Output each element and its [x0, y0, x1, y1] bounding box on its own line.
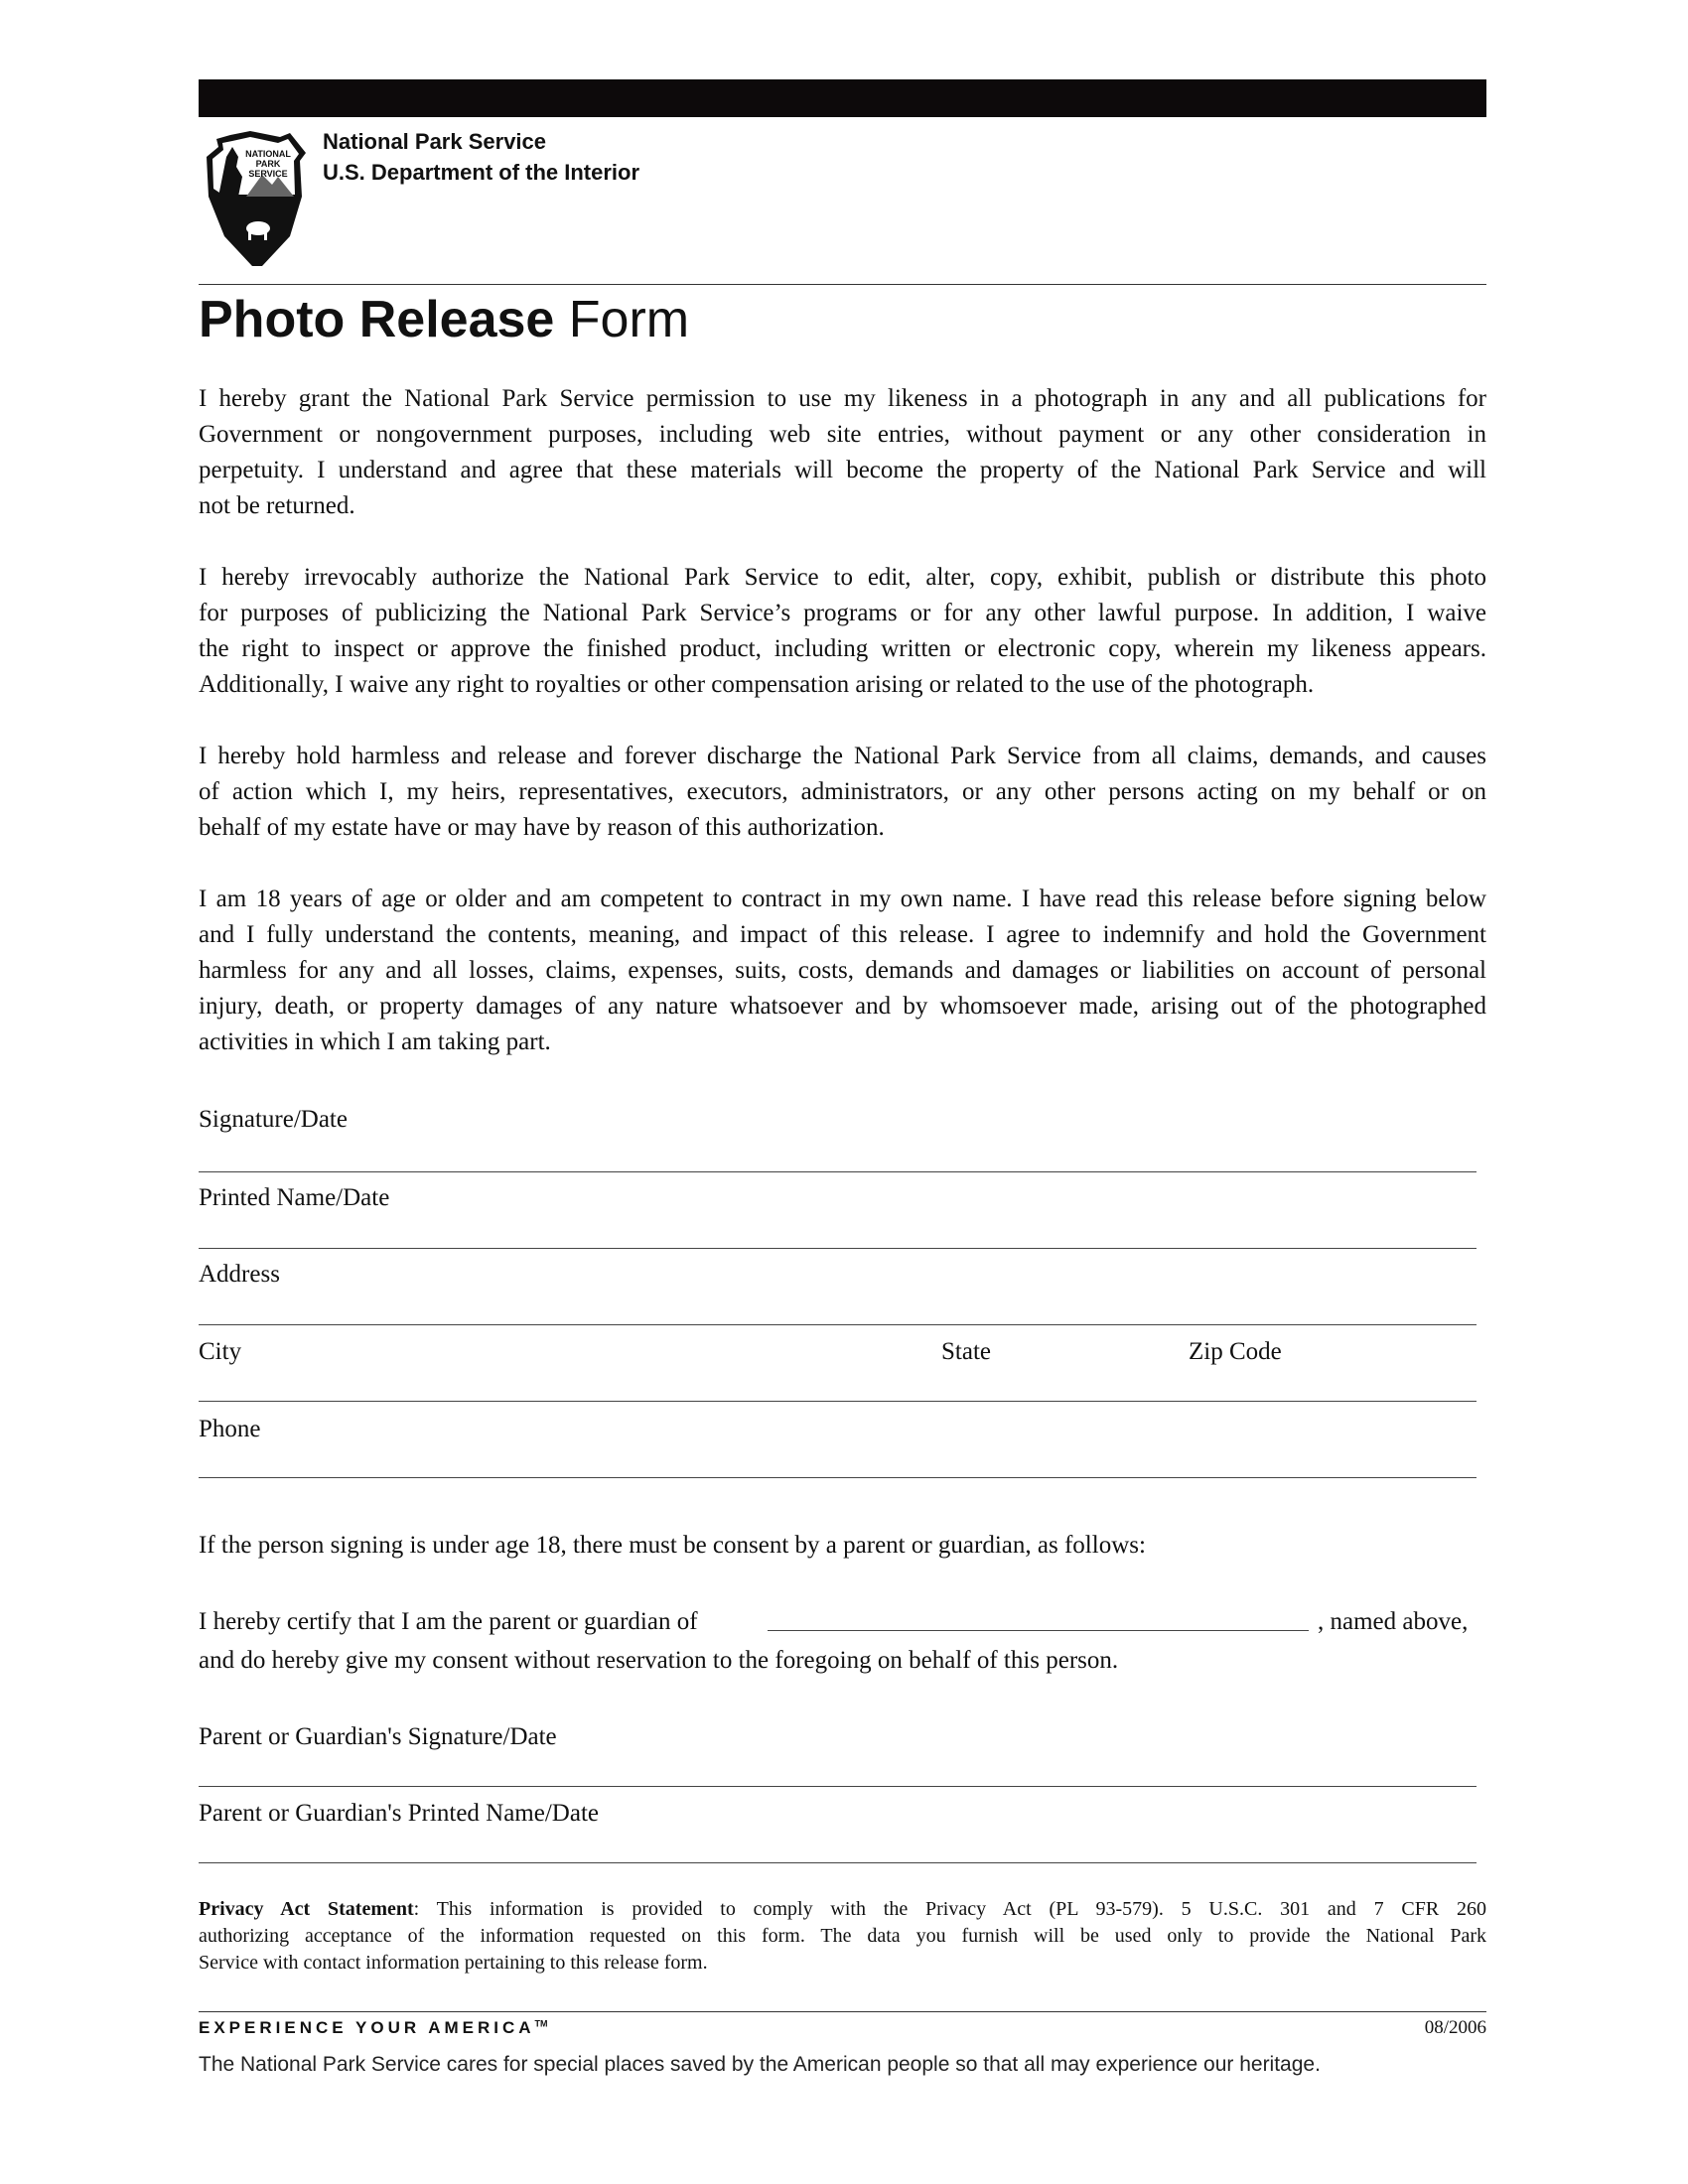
footer-tagline: The National Park Service cares for special places saved by the American people so that all may experience our heritage. [199, 2053, 1321, 2076]
city-label: City [199, 1338, 242, 1365]
privacy-line: Service with contact information pertaining to this release form. [199, 1952, 708, 1974]
paragraph-line: the right to inspect or approve the finished product, including written or electronic copy, wherein my likeness appears. [199, 635, 1486, 662]
certify-line2: and do hereby give my consent without reservation to the foregoing on behalf of this person. [199, 1647, 1119, 1674]
paragraph-line: I hereby irrevocably authorize the National Park Service to edit, alter, copy, exhibit, publish or distribute this photo [199, 564, 1486, 591]
phone-label: Phone [199, 1416, 261, 1442]
paragraph-line: of action which I, my heirs, representatives, executors, administrators, or any other persons acting on my behalf or on [199, 778, 1486, 805]
form-date: 08/2006 [1424, 2017, 1486, 2038]
paragraph-line: Additionally, I waive any right to royalties or other compensation arising or related to the use of the photograph. [199, 671, 1315, 698]
guardian-printed-name-field[interactable] [199, 1862, 1477, 1863]
paragraph-4 [199, 882, 1486, 1060]
paragraph-line: Government or nongovernment purposes, including web site entries, without payment or any other consideration in [199, 421, 1486, 448]
paragraph-line: perpetuity. I understand and agree that these materials will become the property of the National Park Service and will [199, 457, 1486, 483]
footer-slogan [199, 2018, 548, 2038]
address-field[interactable] [199, 1324, 1477, 1325]
paragraph-line: and I fully understand the contents, meaning, and impact of this release. I agree to indemnify and hold the Government [199, 921, 1486, 948]
certify-suffix: , named above, [1318, 1608, 1469, 1635]
privacy-label: Privacy Act Statement [199, 1898, 414, 1920]
agency-name: National Park Service [323, 129, 547, 154]
paragraph-line: harmless for any and all losses, claims, expenses, suits, costs, demands and damages or liabilities on account of personal [199, 957, 1486, 984]
divider [199, 284, 1486, 285]
paragraph-line: I am 18 years of age or older and am competent to contract in my own name. I have read this release before signing below [199, 886, 1486, 912]
signature-field[interactable] [199, 1171, 1477, 1172]
trademark: TM [534, 2018, 548, 2029]
state-label: State [941, 1338, 991, 1365]
privacy-line: : This information is provided to comply with the Privacy Act (PL 93-579). 5 U.S.C. 301 and 7 CFR 260 [413, 1898, 1487, 1920]
city-state-zip-field[interactable] [199, 1401, 1477, 1402]
svg-text:PARK: PARK [255, 159, 281, 169]
paragraph-3 [199, 739, 1486, 846]
phone-field[interactable] [199, 1477, 1477, 1478]
paragraph-line: injury, death, or property damages of any nature whatsoever and by whomsoever made, arising out of the photographed [199, 993, 1486, 1020]
child-name-field[interactable] [768, 1630, 1309, 1631]
header-bar [199, 79, 1486, 117]
printed-name-label: Printed Name/Date [199, 1184, 390, 1211]
paragraph-line: I hereby grant the National Park Service permission to use my likeness in a photograph in any and all publications for [199, 385, 1486, 412]
privacy-line: authorizing acceptance of the information requested on this form. The data you furnish will be used only to provide the National Park [199, 1925, 1486, 1947]
slogan-text: EXPERIENCE YOUR AMERICA [199, 2018, 535, 2037]
address-label: Address [199, 1261, 280, 1288]
certify-prefix: I hereby certify that I am the parent or guardian of [199, 1608, 698, 1635]
guardian-printed-name-label: Parent or Guardian's Printed Name/Date [199, 1800, 599, 1827]
paragraph-line: for purposes of publicizing the National Park Service’s programs or for any other lawful purpose. In addition, I waive [199, 600, 1486, 626]
minor-intro: If the person signing is under age 18, there must be consent by a parent or guardian, as follows: [199, 1532, 1146, 1559]
paragraph-line: I hereby hold harmless and release and forever discharge the National Park Service from all claims, demands, and causes [199, 743, 1486, 769]
title-bold: Photo Release [199, 291, 555, 348]
footer-divider [199, 2011, 1486, 2012]
title-regular: Form [568, 291, 690, 348]
paragraph-line: activities in which I am taking part. [199, 1028, 551, 1055]
paragraph-line: not be returned. [199, 492, 355, 519]
svg-text:NATIONAL: NATIONAL [245, 149, 291, 159]
guardian-signature-field[interactable] [199, 1786, 1477, 1787]
paragraph-line: behalf of my estate have or may have by reason of this authorization. [199, 814, 885, 841]
privacy-statement [199, 1896, 1486, 1977]
paragraph-2 [199, 560, 1486, 703]
paragraph-1 [199, 381, 1486, 524]
guardian-signature-label: Parent or Guardian's Signature/Date [199, 1723, 557, 1750]
page-title [199, 290, 689, 349]
svg-text:SERVICE: SERVICE [248, 169, 288, 179]
department-name: U.S. Department of the Interior [323, 160, 640, 185]
signature-label: Signature/Date [199, 1106, 348, 1133]
zip-label: Zip Code [1189, 1338, 1282, 1365]
printed-name-field[interactable] [199, 1248, 1477, 1249]
nps-arrowhead-logo [203, 127, 312, 268]
